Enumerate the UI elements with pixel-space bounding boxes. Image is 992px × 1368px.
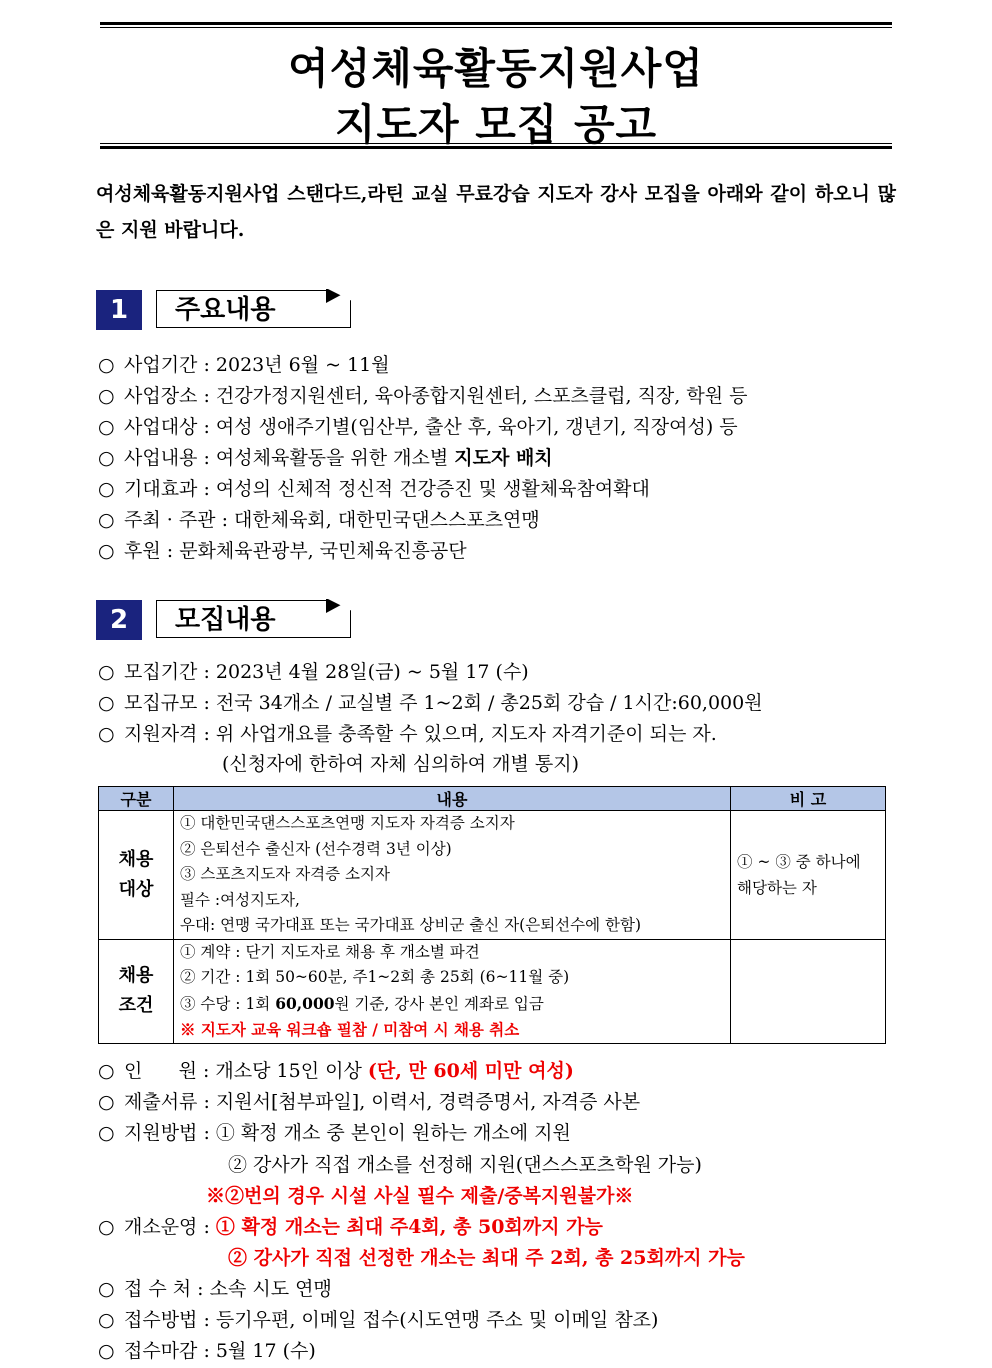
circle-bullet-icon: ○	[98, 1122, 115, 1144]
content-line: ③ 스포츠지도자 자격증 소지자	[180, 865, 390, 883]
operations-line-1: ① 확정 개소는 최대 주4회, 총 50회까지 가능	[215, 1216, 603, 1238]
pay-amount: 60,000	[275, 993, 335, 1013]
item-text: 기대효과 : 여성의 신체적 정신적 건강증진 및 생활체육참여확대	[124, 478, 650, 500]
top-rule-thin	[100, 27, 892, 28]
category-line: 채용	[118, 848, 154, 870]
method-warning: ※②번의 경우 시설 사실 필수 제출/중복지원불가※	[206, 1185, 634, 1207]
submission-list	[98, 1274, 898, 1367]
item-text: 사업기간 : 2023년 6월 ~ 11월	[124, 354, 390, 376]
bottom-rule-thin	[100, 143, 892, 144]
bottom-rule	[100, 146, 892, 149]
section-1-number: 1	[96, 290, 142, 330]
content-line: ② 은퇴선수 출신자 (선수경력 3년 이상)	[180, 839, 452, 858]
operations-list	[98, 1212, 898, 1243]
list-item	[98, 1087, 898, 1118]
row-note	[731, 939, 886, 1043]
circle-bullet-icon: ○	[98, 1091, 115, 1113]
list-item	[98, 657, 898, 688]
item-text: 사업대상 : 여성 생애주기별(임산부, 출산 후, 육아기, 갱년기, 직장여성) 등	[124, 416, 738, 438]
top-rule	[100, 22, 892, 25]
circle-bullet-icon: ○	[98, 447, 115, 469]
list-item	[98, 1056, 898, 1087]
circle-bullet-icon: ○	[98, 540, 115, 562]
item-text: 사업내용 : 여성체육활동을 위한 개소별	[124, 447, 455, 469]
folded-corner-mask	[328, 289, 352, 301]
list-item	[98, 443, 898, 474]
row-note: ① ~ ③ 중 하나에 해당하는 자	[731, 811, 886, 940]
item-text: 개소운영 :	[124, 1216, 216, 1238]
intro-paragraph: 여성체육활동지원사업 스탠다드,라틴 교실 무료강습 지도자 강사 모집을 아래와 같이 하오니 많은 지원 바랍니다.	[96, 183, 896, 241]
row-category	[99, 811, 174, 940]
qualification-note: (신청자에 한하여 자체 심의하여 개별 통지)	[222, 753, 580, 775]
category-line: 조건	[118, 995, 154, 1016]
table-row	[99, 811, 886, 940]
list-item	[98, 505, 898, 536]
circle-bullet-icon: ○	[98, 509, 115, 531]
section-2-header	[96, 600, 352, 640]
table-row	[99, 939, 886, 1043]
item-text: 지원자격 : 위 사업개요를 충족할 수 있으며, 지도자 자격기준이 되는 자.	[124, 723, 717, 745]
item-text: 접수마감 : 5월 17 (수)	[124, 1340, 316, 1362]
item-text: 제출서류 : 지원서[첨부파일], 이력서, 경력증명서, 자격증 사본	[124, 1091, 641, 1113]
content-line: ① 계약 : 단기 지도자로 채용 후 개소별 파견	[180, 942, 480, 961]
method-line-2: ② 강사가 직접 개소를 선정해 지원(댄스스포츠학원 가능)	[228, 1154, 702, 1176]
circle-bullet-icon: ○	[98, 1278, 115, 1300]
circle-bullet-icon: ○	[98, 1309, 115, 1331]
section-1-list	[98, 350, 898, 567]
item-text: 주최 · 주관 : 대한체육회, 대한민국댄스스포츠연맹	[124, 509, 540, 531]
list-item	[98, 1305, 898, 1336]
circle-bullet-icon: ○	[98, 692, 115, 714]
content-line: ② 기간 : 1회 50~60분, 주1~2회 총 25회 (6~11월 중)	[180, 968, 570, 986]
list-item	[98, 536, 898, 567]
row-content	[174, 811, 731, 940]
circle-bullet-icon: ○	[98, 1060, 115, 1082]
item-text: 사업장소 : 건강가정지원센터, 육아종합지원센터, 스포츠클럽, 직장, 학원 등	[124, 385, 748, 407]
item-text: 접 수 처 : 소속 시도 연맹	[124, 1278, 332, 1300]
section-2-list	[98, 657, 898, 750]
circle-bullet-icon: ○	[98, 723, 115, 745]
circle-bullet-icon: ○	[98, 1216, 115, 1238]
item-text: 모집규모 : 전국 34개소 / 교실별 주 1~2회 / 총25회 강습 / 1시간:60,000원	[124, 692, 763, 714]
folded-corner-mask	[328, 599, 352, 611]
category-line: 채용	[118, 965, 154, 986]
circle-bullet-icon: ○	[98, 354, 115, 376]
item-bold-text: 지도자 배치	[454, 447, 553, 469]
header-content: 내용	[174, 787, 731, 811]
item-text: 지원방법 : ① 확정 개소 중 본인이 원하는 개소에 지원	[124, 1122, 571, 1144]
recruitment-table	[98, 786, 886, 1044]
category-line: 대상	[118, 878, 154, 900]
header-category: 구분	[99, 787, 174, 811]
pay-suffix: 원 기준, 강사 본인 계좌로 입금	[334, 994, 544, 1013]
list-item	[98, 719, 898, 750]
list-item	[98, 688, 898, 719]
title-line-2: 지도자 모집 공고	[334, 100, 658, 149]
operations-line-2: ② 강사가 직접 선정한 개소는 최대 주 2회, 총 25회까지 가능	[228, 1247, 745, 1269]
item-text: 후원 : 문화체육관광부, 국민체육진흥공단	[124, 540, 467, 562]
list-item	[98, 1274, 898, 1305]
section-1-header	[96, 290, 352, 330]
list-item	[98, 381, 898, 412]
table-header-row	[99, 787, 886, 811]
list-item	[98, 412, 898, 443]
content-line: ① 대한민국댄스스포츠연맹 지도자 자격증 소지자	[180, 814, 515, 832]
circle-bullet-icon: ○	[98, 661, 115, 683]
circle-bullet-icon: ○	[98, 416, 115, 438]
section-2-details	[98, 1056, 898, 1149]
list-item	[98, 350, 898, 381]
list-item	[98, 1118, 898, 1149]
content-line: 우대: 연맹 국가대표 또는 국가대표 상비군 출신 자(은퇴선수에 한함)	[180, 916, 642, 934]
section-2-number: 2	[96, 600, 142, 640]
list-item	[98, 1336, 898, 1367]
row-content	[174, 939, 731, 1043]
item-text: 접수방법 : 등기우편, 이메일 접수(시도연맹 주소 및 이메일 참조)	[124, 1309, 659, 1331]
circle-bullet-icon: ○	[98, 478, 115, 500]
section-2-label: 모집내용	[156, 600, 351, 638]
workshop-warning: ※ 지도자 교육 워크숍 필참 / 미참여 시 채용 취소	[180, 1020, 520, 1039]
circle-bullet-icon: ○	[98, 385, 115, 407]
item-text: 모집기간 : 2023년 4월 28일(금) ~ 5월 17 (수)	[124, 661, 529, 683]
row-category	[99, 939, 174, 1043]
circle-bullet-icon: ○	[98, 1340, 115, 1362]
item-text: 인 원 : 개소당 15인 이상	[124, 1060, 368, 1082]
title-line-1: 여성체육활동지원사업	[288, 44, 704, 93]
header-note: 비 고	[731, 787, 886, 811]
list-item	[98, 474, 898, 505]
age-requirement: (단, 만 60세 미만 여성)	[367, 1060, 574, 1082]
content-line: 필수 :여성지도자,	[180, 890, 300, 909]
content-line	[180, 991, 724, 1018]
list-item	[98, 1212, 898, 1243]
section-1-label: 주요내용	[156, 290, 351, 328]
pay-prefix: ③ 수당 : 1회	[180, 994, 276, 1013]
